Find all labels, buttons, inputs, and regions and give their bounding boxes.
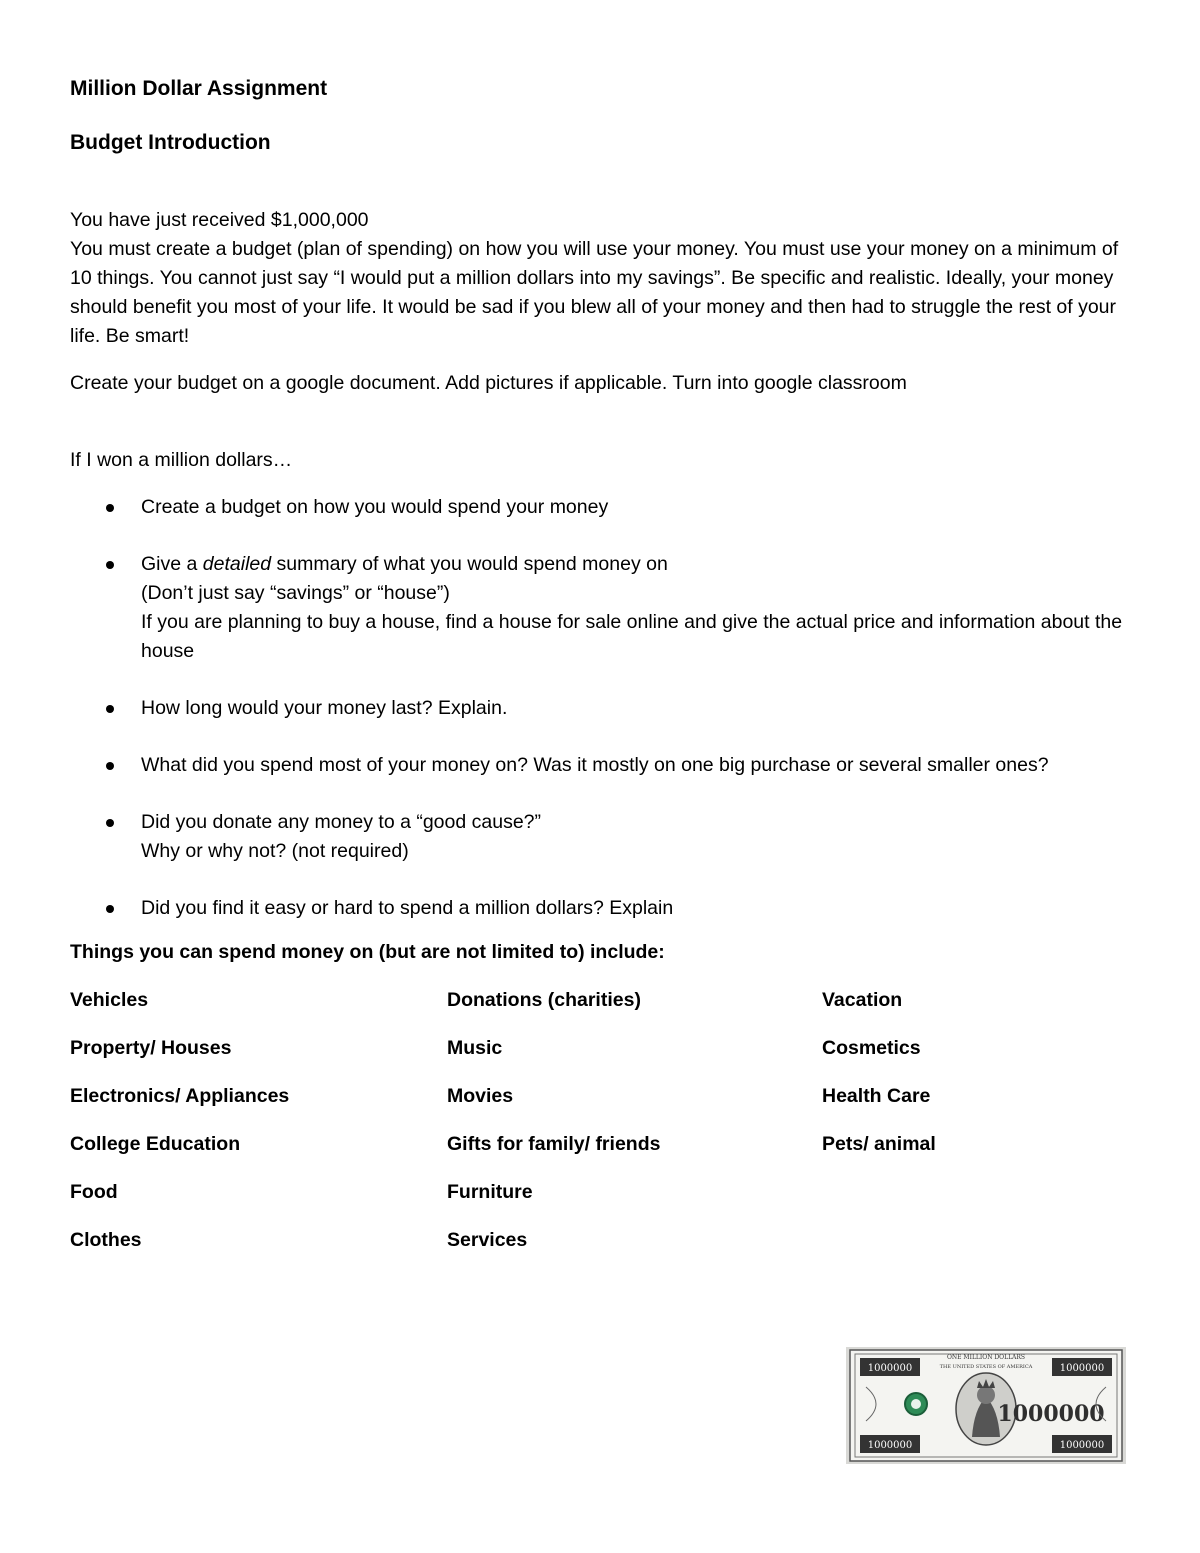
category-item: Movies (447, 1085, 514, 1107)
question-item (70, 694, 1132, 723)
bill-denomination-tl: 1000000 (867, 1363, 913, 1374)
question-text: Why or why not? (not required) (141, 840, 409, 862)
category-item: Gifts for family/ friends (447, 1133, 661, 1155)
category-item: College Education (70, 1133, 241, 1155)
question-text-post: summary of what you would spend money on (271, 553, 668, 575)
category-item: Health Care (822, 1085, 931, 1107)
create-instruction: Create your budget on a google document. Add pictures if applicable. Turn into google classroom (70, 372, 907, 394)
intro-received: You have just received $1,000,000 (70, 209, 369, 231)
question-text: What did you spend most of your money on? Was it mostly on one big purchase or several smaller ones? (141, 754, 1049, 776)
category-item: Clothes (70, 1229, 142, 1251)
bill-banner: ONE MILLION DOLLARS (946, 1354, 1026, 1361)
bill-denomination-tr: 1000000 (1059, 1363, 1105, 1374)
question-item (70, 751, 1132, 780)
bill-denomination-bl: 1000000 (867, 1440, 913, 1451)
question-item (70, 894, 1132, 923)
question-text: Did you find it easy or hard to spend a million dollars? Explain (141, 897, 674, 919)
category-item: Food (70, 1181, 118, 1203)
document-title: Million Dollar Assignment (70, 77, 328, 100)
bill-country: THE UNITED STATES OF AMERICA (939, 1364, 1033, 1370)
question-item (70, 550, 1132, 666)
category-item: Property/ Houses (70, 1037, 232, 1059)
won-heading: If I won a million dollars… (70, 449, 293, 471)
million-dollar-bill-image (846, 1347, 1126, 1464)
bullet-icon (106, 762, 114, 770)
question-text: Create a budget on how you would spend your money (141, 496, 609, 518)
document-subtitle: Budget Introduction (70, 131, 271, 154)
question-text (141, 550, 1132, 579)
category-item: Services (447, 1229, 528, 1251)
category-item: Donations (charities) (447, 989, 641, 1011)
category-item: Vehicles (70, 989, 149, 1011)
category-item: Cosmetics (822, 1037, 921, 1059)
category-item: Music (447, 1037, 503, 1059)
bullet-icon (106, 705, 114, 713)
question-item (70, 808, 1132, 866)
question-text: How long would your money last? Explain. (141, 697, 508, 719)
bullet-icon (106, 561, 114, 569)
category-item (822, 1225, 1122, 1273)
bullet-icon (106, 905, 114, 913)
category-grid (70, 985, 1132, 1273)
bill-denomination-center: 1000000 (997, 1401, 1105, 1427)
question-text: (Don’t just say “savings” or “house”) (141, 582, 450, 604)
things-heading: Things you can spend money on (but are not limited to) include: (70, 941, 665, 963)
bill-denomination-br: 1000000 (1059, 1440, 1105, 1451)
bullet-icon (106, 819, 114, 827)
intro-paragraph: You must create a budget (plan of spending) on how you will use your money. You must use your money on a minimum of 10 things. You cannot just say “I would put a million dollars into my savings”. Be specific and realistic. Ideally, your money should benefit you most of your life. It would be sad if you blew all of your money and then had to struggle the rest of your life. Be smart! (70, 238, 1119, 347)
question-text: Did you donate any money to a “good cause?” (141, 811, 542, 833)
category-item (822, 1177, 1122, 1225)
document-page (70, 74, 1132, 1273)
category-item: Pets/ animal (822, 1133, 936, 1155)
category-item: Furniture (447, 1181, 533, 1203)
question-text-pre: Give a (141, 553, 203, 575)
category-item: Vacation (822, 989, 903, 1011)
question-text-emphasis: detailed (202, 553, 272, 575)
bullet-icon (106, 504, 114, 512)
question-item (70, 493, 1132, 522)
question-list (70, 493, 1132, 923)
question-text: If you are planning to buy a house, find a house for sale online and give the actual price and information about the house (141, 611, 1123, 662)
intro-section (70, 206, 1132, 351)
category-item: Electronics/ Appliances (70, 1085, 290, 1107)
